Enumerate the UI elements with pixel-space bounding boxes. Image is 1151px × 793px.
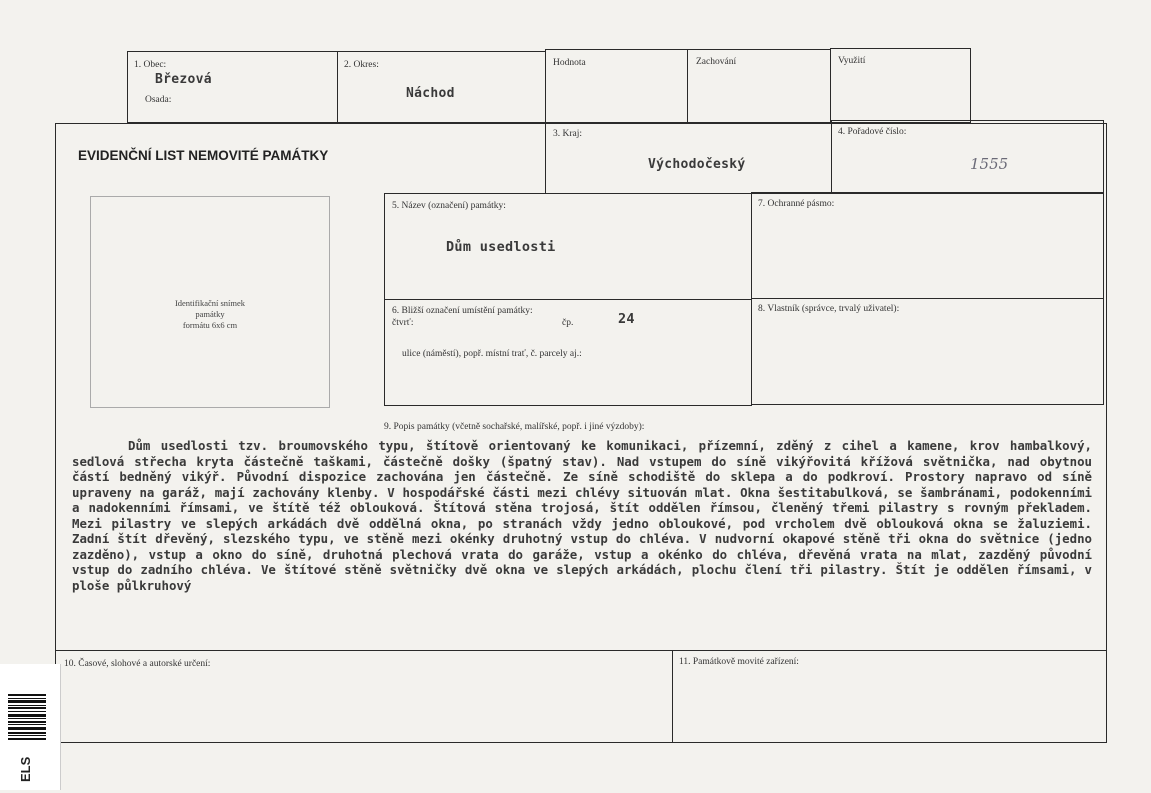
ochranne-label: 7. Ochranné pásmo: [758, 199, 835, 209]
ulice-label: ulice (náměstí), popř. místní trať, č. parcely aj.: [402, 349, 582, 359]
vlastnik-box [751, 298, 1104, 405]
els-sticker [0, 664, 61, 790]
poradove-label: 4. Pořadové číslo: [838, 127, 907, 137]
barcode-icon [8, 694, 46, 740]
nazev-value: Dům usedlosti [446, 239, 556, 255]
casove-label: 10. Časové, slohové a autorské určení: [64, 659, 211, 669]
umisteni-label: 6. Bližší označení umístění památky: [392, 306, 533, 316]
kraj-label: 3. Kraj: [553, 129, 583, 139]
form-title: EVIDENČNÍ LIST NEMOVITÉ PAMÁTKY [78, 148, 329, 163]
vlastnik-label: 8. Vlastník (správce, trvalý uživatel): [758, 304, 900, 314]
ctvrt-label: čtvrť: [392, 318, 414, 328]
nazev-label: 5. Název (označení) památky: [392, 201, 506, 211]
hodnota-label: Hodnota [553, 58, 586, 68]
popis-label: 9. Popis památky (včetně sochařské, malířské, popř. i jiné výzdoby): [384, 422, 645, 432]
okres-label: 2. Okres: [344, 60, 379, 70]
poradove-value: 1555 [970, 155, 1009, 173]
photo-label: Identifikační snímek památky formátu 6x6 cm [174, 298, 246, 330]
okres-value: Náchod [406, 86, 455, 101]
vyuziti-label: Využití [838, 56, 866, 66]
obec-label: 1. Obec: [134, 60, 167, 70]
kraj-value: Východočeský [648, 157, 746, 172]
cp-value: 24 [618, 311, 635, 327]
obec-value: Březová [155, 72, 212, 87]
els-label: ELS [18, 756, 33, 782]
movite-label: 11. Památkově movité zařízení: [679, 657, 799, 667]
osada-label: Osada: [145, 95, 172, 105]
cp-label: čp. [562, 318, 574, 328]
zachovani-label: Zachování [696, 57, 737, 67]
popis-text: Dům usedlosti tzv. broumovského typu, štítově orientovaný ke komunikaci, přízemní, zděný z cihel a kamene, krov hambalkový, sedlová střecha kryta částečně taškami, částečně došky (špatný stav). Nad vstupem do síně vikýřovitá křížová světnička, nad obytnou částí bedněný vikýř. Původní dispozice zachována jen částečně. Ze síně schodiště do sklepa a do podkroví. Prostory napravo od síně upraveny na garáž, mají zachovány klenby. V hospodářské části mezi chlévy situován mlat. Okna šestitabulková, se šambránami, podokenními a nadokenními římsami, ve štítě též oblouková. Štítová stěna trojosá, štít oddělen římsou, členěný třemi pilastry s rovným překladem. Mezi pilastry ve slepých arkádách dvě oddělná okna, po stranách vždy jedno obloukové, pod vrcholem dvě oblouková okna se žaluziemi. Zadní štít dřevěný, slezského typu, ve stěně mezi okénky druhotný vstup do chléva. V nudvorní okapové stěně tři okna do světnice (jedno zazděno), vstup a okno do síně, druhotná plechová vrata do garáže, vstup a okénko do chléva, dřevěná vrata na mlat, zazděný původní vstup do zadního chléva. Ve štítové stěně světničky dvě okna ve slepých arkádách, plochu člení tři pilastry. Štít je oddělen římsami, v ploše půlkruhový [72, 438, 1092, 593]
